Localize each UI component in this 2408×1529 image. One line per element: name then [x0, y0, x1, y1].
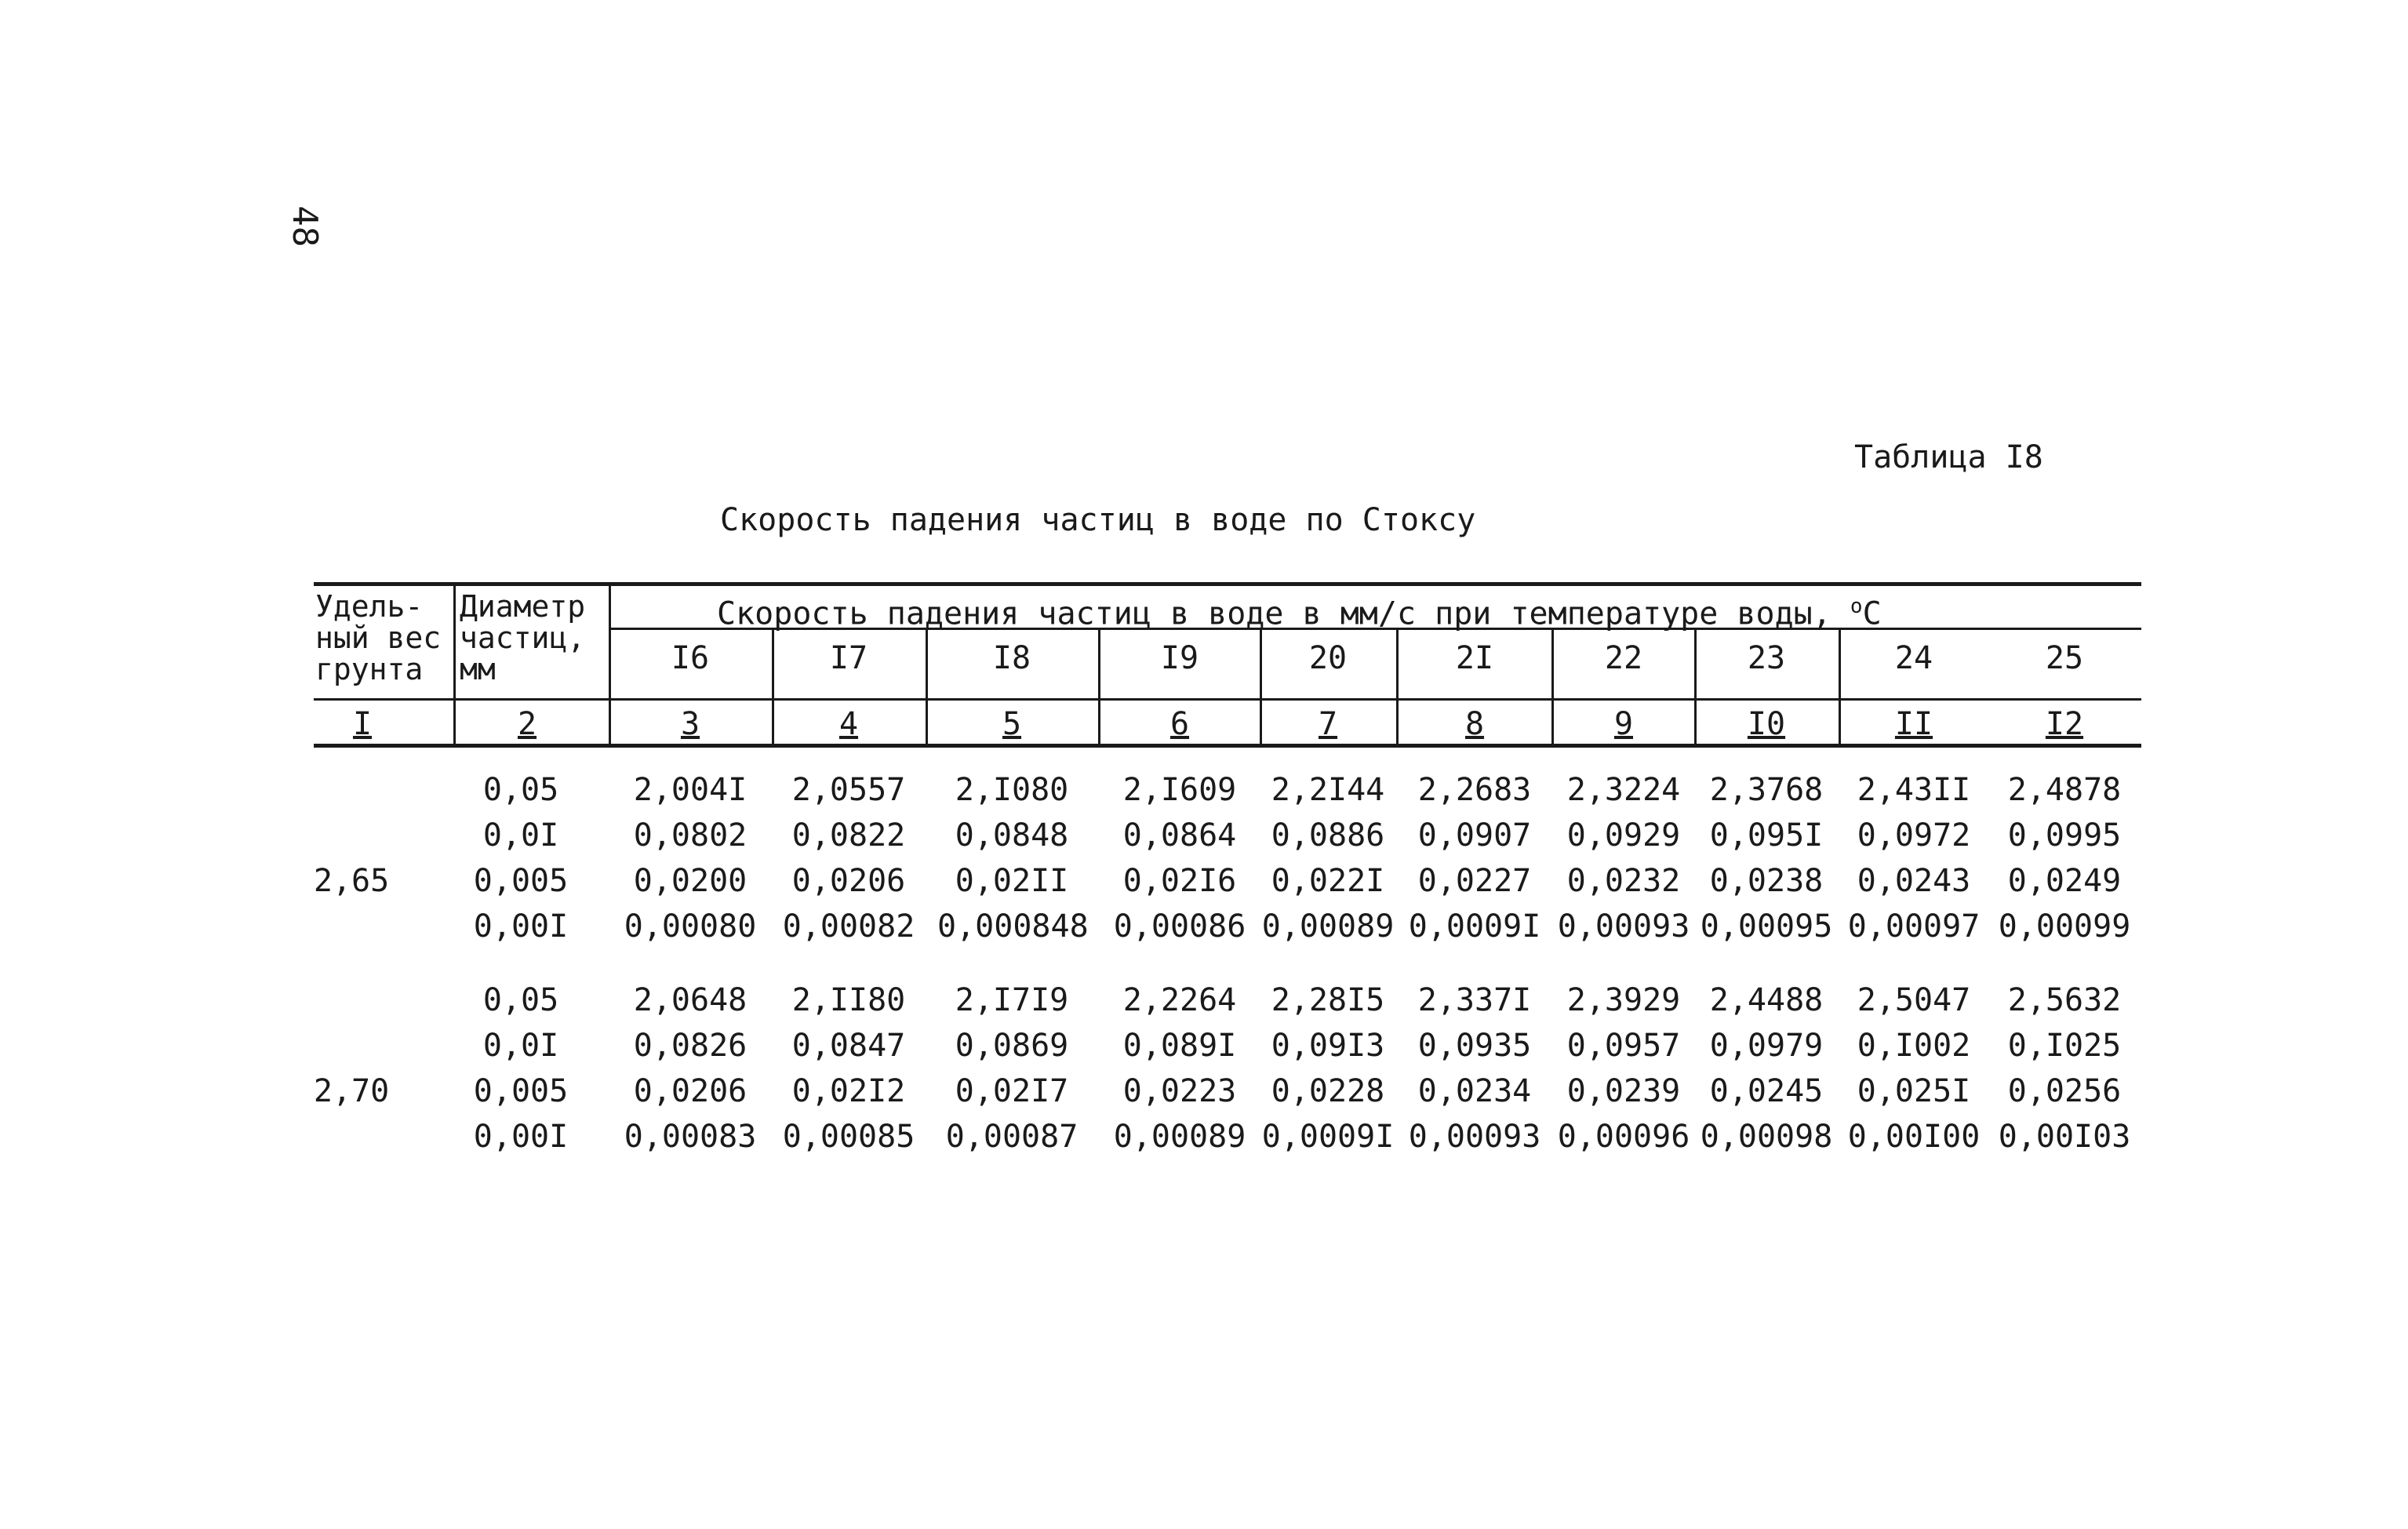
- velocity-value: 0,0223: [1122, 1073, 1237, 1109]
- velocity-value: 0,00089: [1113, 1119, 1246, 1155]
- velocity-value: 0,0234: [1417, 1073, 1532, 1109]
- velocity-value: 2,5047: [1857, 982, 1971, 1018]
- velocity-value: 0,02I6: [1122, 863, 1237, 899]
- col-divider: [609, 582, 611, 744]
- velocity-value: 0,09I3: [1271, 1028, 1385, 1064]
- column-number: II: [1894, 706, 1933, 742]
- velocity-value: 2,0648: [633, 982, 747, 1018]
- col-divider: [926, 628, 928, 744]
- diameter-value: 0,05: [482, 982, 559, 1018]
- header-specific-weight-line: ный вес: [315, 621, 442, 655]
- velocity-value: 0,00086: [1113, 908, 1246, 945]
- velocity-value: 2,5632: [2007, 982, 2122, 1018]
- column-number: I2: [2045, 706, 2084, 742]
- header-temperature: 2I: [1455, 640, 1494, 676]
- velocity-value: 0,00095: [1700, 908, 1833, 945]
- velocity-value: 0,00083: [624, 1119, 757, 1155]
- column-number: I0: [1747, 706, 1786, 742]
- header-temperature: 22: [1604, 640, 1643, 676]
- header-specific-weight-line: грунта: [315, 652, 424, 686]
- velocity-value: 0,0864: [1122, 817, 1237, 854]
- header-temperature: 24: [1894, 640, 1933, 676]
- specific-weight-value: 2,65: [313, 863, 390, 899]
- header-unit: C: [1862, 595, 1882, 632]
- velocity-value: 2,0557: [791, 772, 906, 808]
- velocity-value: 2,3768: [1709, 772, 1824, 808]
- velocity-value: 0,0826: [633, 1028, 747, 1064]
- velocity-value: 0,095I: [1709, 817, 1824, 854]
- velocity-value: 0,0848: [955, 817, 1069, 854]
- velocity-value: 0,00I03: [1998, 1119, 2131, 1155]
- column-number: 6: [1169, 706, 1190, 742]
- velocity-value: 0,0847: [791, 1028, 906, 1064]
- header-temperature: 23: [1747, 640, 1786, 676]
- column-number: 8: [1464, 706, 1485, 742]
- diameter-value: 0,00I: [473, 908, 569, 945]
- velocity-value: 0,00096: [1557, 1119, 1690, 1155]
- velocity-value: 0,000848: [937, 908, 1089, 945]
- velocity-value: 0,0886: [1271, 817, 1385, 854]
- velocity-value: 0,0249: [2007, 863, 2122, 899]
- header-temperature: I9: [1160, 640, 1199, 676]
- velocity-value: 0,00080: [624, 908, 757, 945]
- velocity-value: 0,0009I: [1408, 908, 1541, 945]
- velocity-value: 0,00085: [782, 1119, 915, 1155]
- table-top-rule: [314, 582, 2141, 586]
- header-temperature: I6: [671, 640, 710, 676]
- velocity-value: 0,0935: [1417, 1028, 1532, 1064]
- header-temperature: 20: [1308, 640, 1348, 676]
- specific-weight-value: 2,70: [313, 1073, 390, 1109]
- velocity-value: 0,0907: [1417, 817, 1532, 854]
- velocity-value: 0,0206: [633, 1073, 747, 1109]
- velocity-value: 0,0238: [1709, 863, 1824, 899]
- table-label: Таблица I8: [1854, 439, 2043, 475]
- column-number: 9: [1613, 706, 1634, 742]
- velocity-value: 0,025I: [1857, 1073, 1971, 1109]
- velocity-value: 0,089I: [1122, 1028, 1237, 1064]
- velocity-value: 0,I025: [2007, 1028, 2122, 1064]
- velocity-value: 2,II80: [791, 982, 906, 1018]
- velocity-value: 0,0957: [1566, 1028, 1681, 1064]
- header-temperature: I7: [829, 640, 868, 676]
- header-bottom-rule: [314, 698, 2141, 701]
- velocity-value: 0,0232: [1566, 863, 1681, 899]
- velocity-value: 0,0256: [2007, 1073, 2122, 1109]
- velocity-value: 0,0869: [955, 1028, 1069, 1064]
- velocity-value: 2,2I44: [1271, 772, 1385, 808]
- diameter-value: 0,0I: [482, 1028, 559, 1064]
- diameter-value: 0,00I: [473, 1119, 569, 1155]
- velocity-value: 0,0243: [1857, 863, 1971, 899]
- diameter-value: 0,005: [473, 1073, 569, 1109]
- velocity-value: 0,0802: [633, 817, 747, 854]
- velocity-value: 0,0206: [791, 863, 906, 899]
- velocity-value: 0,00089: [1261, 908, 1395, 945]
- velocity-value: 0,I002: [1857, 1028, 1971, 1064]
- velocity-value: 2,43II: [1857, 772, 1971, 808]
- velocity-value: 2,28I5: [1271, 982, 1385, 1018]
- velocity-value: 0,0228: [1271, 1073, 1385, 1109]
- velocity-value: 0,00093: [1408, 1119, 1541, 1155]
- header-velocity-span: [717, 592, 1882, 632]
- velocity-value: 2,3929: [1566, 982, 1681, 1018]
- diameter-value: 0,005: [473, 863, 569, 899]
- column-numbers-bottom-rule: [314, 744, 2141, 748]
- velocity-value: 0,02I2: [791, 1073, 906, 1109]
- velocity-value: 0,00097: [1847, 908, 1981, 945]
- velocity-value: 0,00098: [1700, 1119, 1833, 1155]
- velocity-value: 2,4878: [2007, 772, 2122, 808]
- diameter-value: 0,05: [482, 772, 559, 808]
- velocity-value: 0,0239: [1566, 1073, 1681, 1109]
- header-velocity-text: Скорость падения частиц в воде в мм/с при температуре воды,: [717, 595, 1850, 632]
- column-number: I: [352, 706, 373, 742]
- velocity-value: 2,2683: [1417, 772, 1532, 808]
- velocity-value: 0,00093: [1557, 908, 1690, 945]
- velocity-value: 0,0929: [1566, 817, 1681, 854]
- column-number: 3: [680, 706, 700, 742]
- velocity-value: 0,02II: [955, 863, 1069, 899]
- column-number: 4: [838, 706, 859, 742]
- velocity-value: 2,4488: [1709, 982, 1824, 1018]
- velocity-value: 0,00087: [945, 1119, 1079, 1155]
- velocity-value: 2,I7I9: [955, 982, 1069, 1018]
- velocity-value: 0,02I7: [955, 1073, 1069, 1109]
- column-number: 7: [1318, 706, 1338, 742]
- velocity-value: 2,I609: [1122, 772, 1237, 808]
- diameter-value: 0,0I: [482, 817, 559, 854]
- header-temperature: 25: [2045, 640, 2084, 676]
- velocity-value: 0,0972: [1857, 817, 1971, 854]
- velocity-value: 0,022I: [1271, 863, 1385, 899]
- velocity-value: 0,0979: [1709, 1028, 1824, 1064]
- velocity-value: 2,3224: [1566, 772, 1681, 808]
- velocity-value: 0,0227: [1417, 863, 1532, 899]
- velocity-value: 2,2264: [1122, 982, 1237, 1018]
- column-number: 5: [1002, 706, 1022, 742]
- header-diameter-line: Диаметр: [460, 589, 586, 624]
- velocity-value: 0,0995: [2007, 817, 2122, 854]
- velocity-value: 0,0822: [791, 817, 906, 854]
- velocity-value: 0,00I00: [1847, 1119, 1981, 1155]
- header-specific-weight-line: Удель-: [315, 589, 424, 624]
- header-temperature: I8: [992, 640, 1031, 676]
- col-divider: [1098, 628, 1100, 744]
- page-number: 48: [285, 206, 325, 247]
- velocity-value: 0,0200: [633, 863, 747, 899]
- velocity-value: 0,0245: [1709, 1073, 1824, 1109]
- velocity-value: 0,0009I: [1261, 1119, 1395, 1155]
- header-diameter-line: частиц,: [460, 621, 586, 655]
- header-degree-sup: o: [1850, 595, 1863, 618]
- column-number: 2: [517, 706, 537, 742]
- velocity-value: 0,00082: [782, 908, 915, 945]
- velocity-value: 2,004I: [633, 772, 747, 808]
- velocity-value: 2,I080: [955, 772, 1069, 808]
- velocity-value: 2,337I: [1417, 982, 1532, 1018]
- velocity-value: 0,00099: [1998, 908, 2131, 945]
- table-title: Скорость падения частиц в воде по Стоксу: [720, 502, 1476, 538]
- header-diameter-line: мм: [460, 652, 496, 686]
